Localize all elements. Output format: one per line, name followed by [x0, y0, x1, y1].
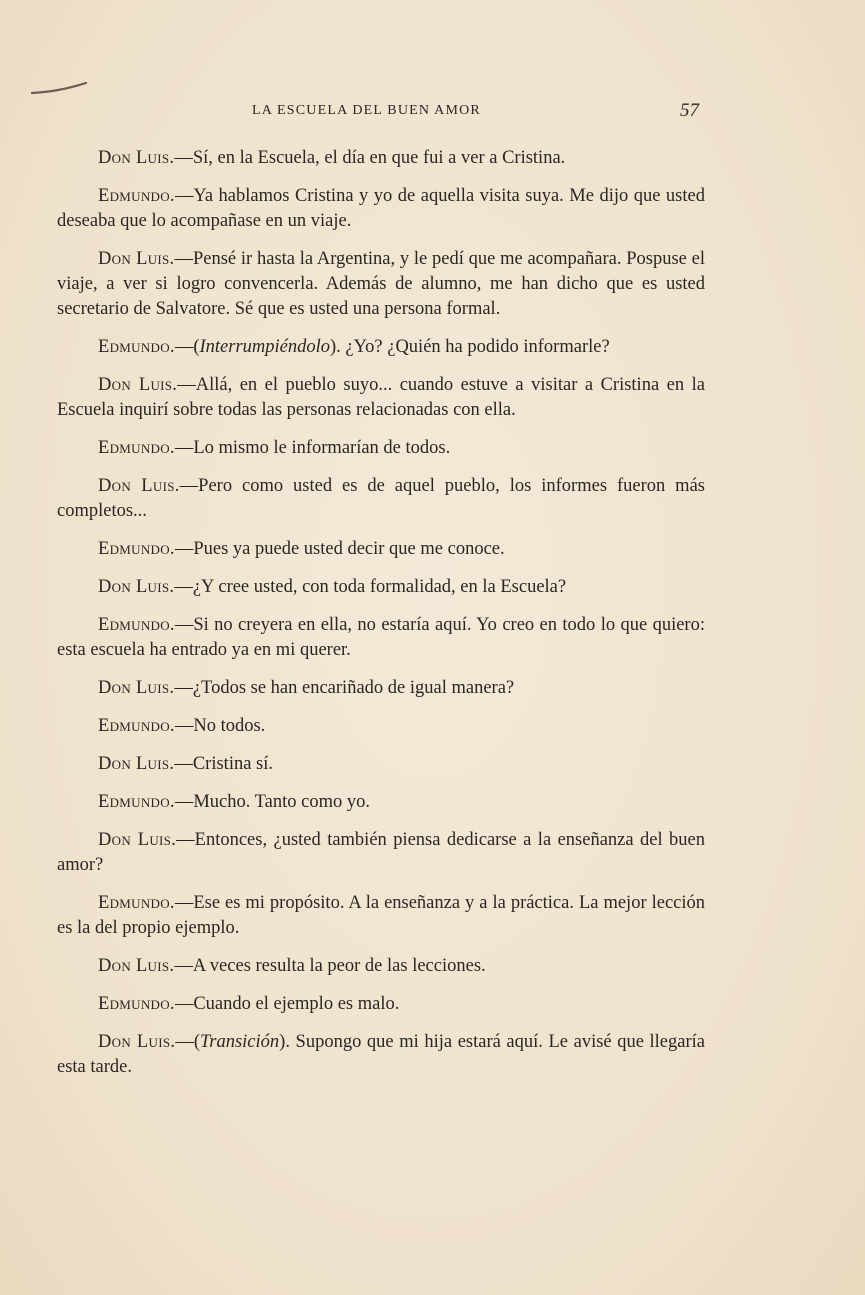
speaker-name: Don Luis.	[98, 956, 175, 976]
dialogue-paragraph	[57, 613, 705, 663]
speaker-name: Edmundo.	[98, 792, 175, 812]
speaker-name: Edmundo.	[98, 438, 175, 458]
speaker-name: Don Luis.	[98, 375, 178, 395]
speech-text: —No todos.	[174, 716, 266, 736]
speech-text: —Pues ya puede usted decir que me conoce.	[174, 539, 505, 559]
dialogue-paragraph	[57, 954, 705, 979]
speech-text: —Cuando el ejemplo es malo.	[174, 994, 400, 1014]
pencil-mark-icon	[30, 82, 88, 96]
dialogue-paragraph	[57, 676, 705, 701]
speaker-name: Don Luis.	[98, 678, 175, 698]
speaker-name: Don Luis.	[98, 476, 180, 496]
speech-text: —(	[175, 1032, 200, 1052]
speaker-name: Edmundo.	[98, 615, 175, 635]
speaker-name: Don Luis.	[98, 830, 177, 850]
dialogue-paragraph	[57, 184, 705, 234]
speaker-name: Don Luis.	[98, 249, 175, 269]
speech-text: —Cristina sí.	[174, 754, 274, 774]
dialogue-paragraph	[57, 1030, 705, 1080]
speaker-name: Don Luis.	[98, 754, 175, 774]
dialogue-paragraph	[57, 247, 705, 322]
stage-direction: Interrumpiéndolo	[199, 337, 331, 357]
stage-direction: Transición	[199, 1032, 280, 1052]
speech-text: —Entonces, ¿usted también piensa dedicarse a la enseñanza del buen amor?	[57, 830, 705, 875]
dialogue-paragraph	[57, 537, 705, 562]
dialogue-paragraph	[57, 714, 705, 739]
speech-text: —Lo mismo le informarían de todos.	[174, 438, 451, 458]
page-header	[0, 100, 865, 126]
speaker-name: Edmundo.	[98, 186, 175, 206]
speech-text: ). Supongo que mi hija estará aquí. Le avisé que llegaría esta tarde.	[57, 1032, 705, 1077]
dialogue-paragraph	[57, 828, 705, 878]
speech-text: —Si no creyera en ella, no estaría aquí. Yo creo en todo lo que quiero: esta escuela ha entrado ya en mi querer.	[57, 615, 705, 660]
speaker-name: Edmundo.	[98, 716, 175, 736]
dialogue-body	[57, 146, 705, 1093]
speaker-name: Edmundo.	[98, 893, 175, 913]
running-title: LA ESCUELA DEL BUEN AMOR	[252, 103, 481, 118]
speaker-name: Don Luis.	[98, 148, 175, 168]
dialogue-paragraph	[57, 992, 705, 1017]
dialogue-paragraph	[57, 335, 705, 360]
speech-text: —Allá, en el pueblo suyo... cuando estuve a visitar a Cristina en la Escuela inquirí sobre todas las personas relacionadas con ella.	[57, 375, 705, 420]
dialogue-paragraph	[57, 790, 705, 815]
dialogue-paragraph	[57, 436, 705, 461]
speech-text: —¿Y cree usted, con toda formalidad, en la Escuela?	[174, 577, 567, 597]
dialogue-paragraph	[57, 752, 705, 777]
speaker-name: Edmundo.	[98, 994, 175, 1014]
dialogue-paragraph	[57, 891, 705, 941]
dialogue-paragraph	[57, 373, 705, 423]
dialogue-paragraph	[57, 575, 705, 600]
speech-text: —A veces resulta la peor de las lecciones.	[174, 956, 486, 976]
speaker-name: Edmundo.	[98, 539, 175, 559]
speech-text: —Ese es mi propósito. A la enseñanza y a la práctica. La mejor lección es la del propio ejemplo.	[57, 893, 705, 938]
speaker-name: Don Luis.	[98, 1032, 176, 1052]
speech-text: ). ¿Yo? ¿Quién ha podido informarle?	[330, 337, 610, 357]
speech-text: —(	[174, 337, 200, 357]
page-number: 57	[680, 100, 699, 121]
speech-text: —Pero como usted es de aquel pueblo, los informes fueron más completos...	[57, 476, 705, 521]
speech-text: —Pensé ir hasta la Argentina, y le pedí que me acompañara. Pospuse el viaje, a ver si logro convencerla. Además de alumno, me han dicho que es usted secretario de Salvatore. Sé que es usted una persona formal.	[57, 249, 705, 319]
speech-text: —Sí, en la Escuela, el día en que fui a ver a Cristina.	[174, 148, 566, 168]
speech-text: —Mucho. Tanto como yo.	[174, 792, 370, 812]
speech-text: —¿Todos se han encariñado de igual manera?	[174, 678, 515, 698]
dialogue-paragraph	[57, 474, 705, 524]
speaker-name: Don Luis.	[98, 577, 175, 597]
dialogue-paragraph	[57, 146, 705, 171]
speech-text: —Ya hablamos Cristina y yo de aquella visita suya. Me dijo que usted deseaba que lo acompañase en un viaje.	[57, 186, 705, 231]
speaker-name: Edmundo.	[98, 337, 175, 357]
